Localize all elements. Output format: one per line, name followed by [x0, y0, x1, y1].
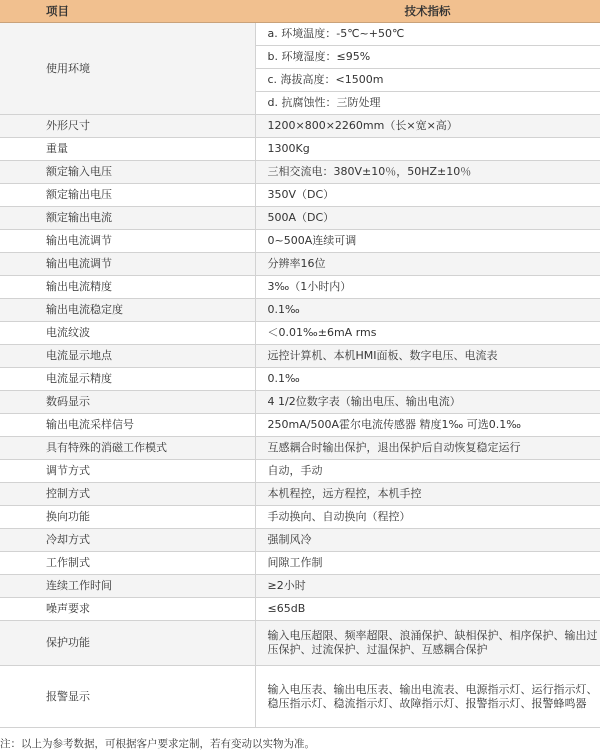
table-row — [0, 184, 600, 207]
row-name: 输出电流稳定度 — [0, 299, 255, 322]
row-value: 3‰（1小时内） — [255, 276, 600, 299]
row-value: 强制风冷 — [255, 529, 600, 552]
table-row — [0, 276, 600, 299]
row-name: 冷却方式 — [0, 529, 255, 552]
row-name: 电流显示地点 — [0, 345, 255, 368]
row-name: 额定输入电压 — [0, 161, 255, 184]
row-value: 自动，手动 — [255, 460, 600, 483]
table-row — [0, 207, 600, 230]
row-value: 4 1/2位数字表（输出电压、输出电流） — [255, 391, 600, 414]
row-name: 外形尺寸 — [0, 115, 255, 138]
row-value: c. 海拔高度：<1500m — [255, 69, 600, 92]
table-row — [0, 322, 600, 345]
table-row — [0, 552, 600, 575]
row-value: 0~500A连续可调 — [255, 230, 600, 253]
row-name: 输出电流调节 — [0, 253, 255, 276]
table-row — [0, 483, 600, 506]
row-value: d. 抗腐蚀性：三防处理 — [255, 92, 600, 115]
row-name: 输出电流精度 — [0, 276, 255, 299]
table-row — [0, 437, 600, 460]
row-name: 数码显示 — [0, 391, 255, 414]
table-row — [0, 414, 600, 437]
row-value: 远控计算机、本机HMI面板、数字电压、电流表 — [255, 345, 600, 368]
row-name: 电流纹波 — [0, 322, 255, 345]
row-name: 使用环境 — [0, 23, 255, 115]
row-name: 报警显示 — [0, 666, 255, 728]
table-row — [0, 23, 600, 46]
row-value: 分辨率16位 — [255, 253, 600, 276]
row-value: 输入电压表、输出电压表、输出电流表、电源指示灯、运行指示灯、稳压指示灯、稳流指示灯、故障指示灯、报警指示灯、报警蜂鸣器 — [255, 666, 600, 728]
table-row — [0, 368, 600, 391]
table-row — [0, 161, 600, 184]
row-value: ≥2小时 — [255, 575, 600, 598]
row-name: 控制方式 — [0, 483, 255, 506]
row-name: 保护功能 — [0, 621, 255, 666]
table-row — [0, 666, 600, 728]
row-name: 调节方式 — [0, 460, 255, 483]
table-row — [0, 460, 600, 483]
table-row — [0, 230, 600, 253]
row-name: 换向功能 — [0, 506, 255, 529]
row-name: 噪声要求 — [0, 598, 255, 621]
row-name: 电流显示精度 — [0, 368, 255, 391]
row-value: 500A（DC） — [255, 207, 600, 230]
row-name: 工作制式 — [0, 552, 255, 575]
table-row — [0, 506, 600, 529]
footnote: 注：以上为参考数据，可根据客户要求定制，若有变动以实物为准。 — [0, 738, 315, 750]
row-name: 输出电流调节 — [0, 230, 255, 253]
row-name: 连续工作时间 — [0, 575, 255, 598]
header-spec: 技术指标 — [255, 0, 600, 23]
table-row — [0, 138, 600, 161]
row-value: 手动换向、自动换向（程控） — [255, 506, 600, 529]
row-value: 间隙工作制 — [255, 552, 600, 575]
table-row — [0, 391, 600, 414]
table-row — [0, 529, 600, 552]
row-value: b. 环境湿度：≤95% — [255, 46, 600, 69]
table-header-row — [0, 0, 600, 23]
table-row — [0, 299, 600, 322]
row-name: 输出电流采样信号 — [0, 414, 255, 437]
table-row — [0, 575, 600, 598]
table-row — [0, 115, 600, 138]
row-value: a. 环境温度：-5℃~+50℃ — [255, 23, 600, 46]
row-value: ≤65dB — [255, 598, 600, 621]
row-value: 1300Kg — [255, 138, 600, 161]
row-value: 250mA/500A霍尔电流传感器 精度1‰ 可选0.1‰ — [255, 414, 600, 437]
row-value: 输入电压超限、频率超限、浪涌保护、缺相保护、相序保护、输出过压保护、过流保护、过温保护、互感耦合保护 — [255, 621, 600, 666]
row-value: ＜0.01‰±6mA rms — [255, 322, 600, 345]
row-value: 互感耦合时输出保护，退出保护后自动恢复稳定运行 — [255, 437, 600, 460]
row-value: 350V（DC） — [255, 184, 600, 207]
row-value: 本机程控，远方程控，本机手控 — [255, 483, 600, 506]
table-row — [0, 598, 600, 621]
row-value: 0.1‰ — [255, 299, 600, 322]
row-name: 额定输出电流 — [0, 207, 255, 230]
row-value: 三相交流电：380V±10％，50HZ±10％ — [255, 161, 600, 184]
table-row — [0, 253, 600, 276]
table-row — [0, 345, 600, 368]
row-value: 1200×800×2260mm（长×宽×高） — [255, 115, 600, 138]
header-item: 项目 — [0, 0, 255, 23]
row-name: 具有特殊的消磁工作模式 — [0, 437, 255, 460]
row-value: 0.1‰ — [255, 368, 600, 391]
row-name: 重量 — [0, 138, 255, 161]
table-row — [0, 621, 600, 666]
row-name: 额定输出电压 — [0, 184, 255, 207]
